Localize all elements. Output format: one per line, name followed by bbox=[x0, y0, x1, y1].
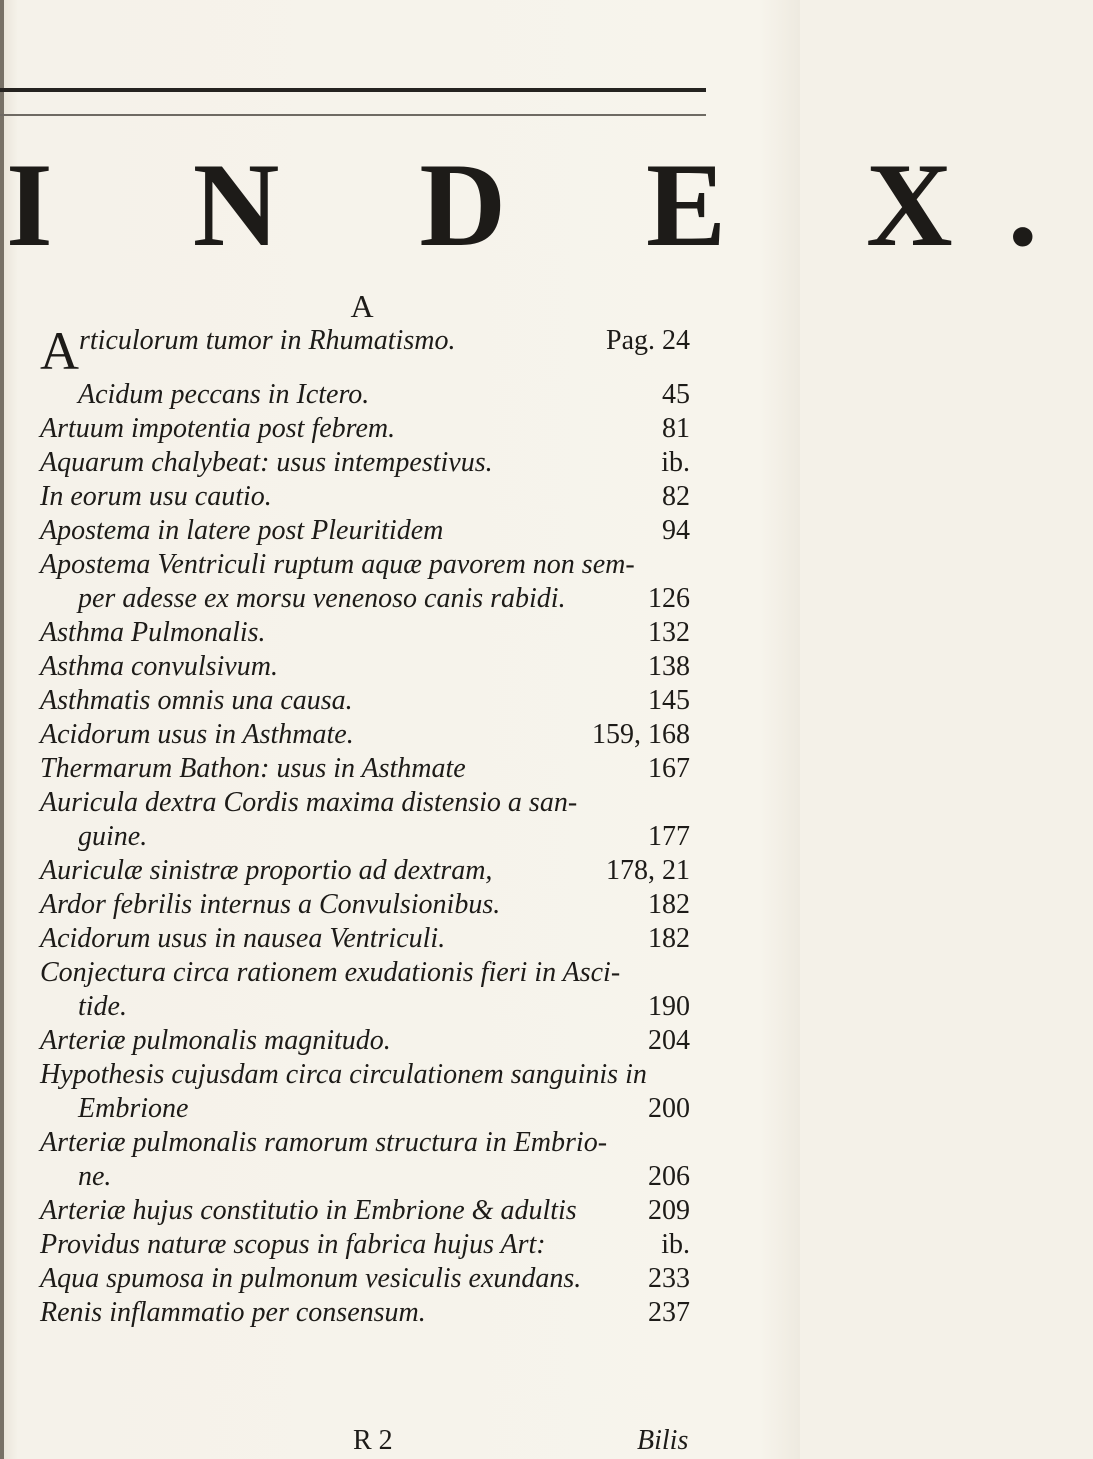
entry-page: 182 bbox=[648, 889, 690, 920]
index-entry bbox=[40, 412, 690, 446]
index-entry bbox=[40, 1296, 690, 1330]
entry-page: 190 bbox=[648, 991, 690, 1022]
entry-page: 178, 21 bbox=[606, 855, 690, 886]
index-entry bbox=[40, 956, 690, 1024]
entry-page: ib. bbox=[661, 1229, 690, 1260]
entry-page: 209 bbox=[648, 1195, 690, 1226]
entry-title: Asthma Pulmonalis. bbox=[40, 617, 266, 648]
index-entry bbox=[40, 922, 690, 956]
entry-title: Aquarum chalybeat: usus intempestivus. bbox=[40, 447, 493, 478]
entry-continuation: Embrione bbox=[78, 1093, 189, 1124]
entry-page: 81 bbox=[662, 413, 690, 444]
index-entry bbox=[40, 684, 690, 718]
entry-title: Articulorum tumor in Rhumatismo. bbox=[40, 321, 456, 381]
index-entry bbox=[40, 1126, 690, 1194]
index-entry bbox=[40, 650, 690, 684]
entry-page: 138 bbox=[648, 651, 690, 682]
entry-page: 182 bbox=[648, 923, 690, 954]
entry-page: 159, 168 bbox=[592, 719, 690, 750]
index-entry bbox=[40, 854, 690, 888]
index-entry bbox=[40, 616, 690, 650]
entry-page: 126 bbox=[648, 583, 690, 614]
entry-page: 167 bbox=[648, 753, 690, 784]
entry-continuation-row bbox=[40, 820, 690, 854]
entry-title: Conjectura circa rationem exudationis fieri in Asci- bbox=[40, 957, 621, 988]
entry-continuation-row bbox=[40, 1092, 690, 1126]
page-title: I N D E X. bbox=[6, 138, 1093, 271]
entry-title: Thermarum Bathon: usus in Asthmate bbox=[40, 753, 466, 784]
entry-page: 45 bbox=[662, 379, 690, 410]
entry-continuation: guine. bbox=[78, 821, 148, 852]
entry-title: Providus naturæ scopus in fabrica hujus Art: bbox=[40, 1229, 546, 1260]
entry-title: Asthma convulsivum. bbox=[40, 651, 278, 682]
entry-page: 233 bbox=[648, 1263, 690, 1294]
entry-title-row bbox=[40, 956, 690, 990]
entry-title-row bbox=[40, 786, 690, 820]
signature-mark: R 2 bbox=[353, 1425, 393, 1456]
entry-title: Auriculæ sinistræ proportio ad dextram, bbox=[40, 855, 493, 886]
entry-page: 206 bbox=[648, 1161, 690, 1192]
entry-title: Artuum impotentia post febrem. bbox=[40, 413, 396, 444]
entry-title-row bbox=[40, 548, 690, 582]
index-entry bbox=[40, 888, 690, 922]
entry-title-row bbox=[40, 1058, 690, 1092]
entry-page: 237 bbox=[648, 1297, 690, 1328]
entry-page: 177 bbox=[648, 821, 690, 852]
entry-page: ib. bbox=[661, 447, 690, 478]
index-entry bbox=[40, 321, 690, 381]
entry-title: Ardor febrilis internus a Convulsionibus. bbox=[40, 889, 501, 920]
section-letter: A bbox=[350, 288, 374, 324]
entry-title: Renis inflammatio per consensum. bbox=[40, 1297, 426, 1328]
entry-title: Acidorum usus in Asthmate. bbox=[40, 719, 354, 750]
entry-title: Hypothesis cujusdam circa circulationem sanguinis in bbox=[40, 1059, 647, 1090]
entry-continuation-row bbox=[40, 582, 690, 616]
entry-continuation-row bbox=[40, 1160, 690, 1194]
index-entry bbox=[40, 786, 690, 854]
index-entries bbox=[40, 321, 690, 1330]
index-entry bbox=[40, 1024, 690, 1058]
entry-page: 145 bbox=[648, 685, 690, 716]
entry-title: Asthmatis omnis una causa. bbox=[40, 685, 353, 716]
index-entry bbox=[40, 378, 690, 412]
top-rule bbox=[0, 88, 706, 92]
top-rule-secondary bbox=[0, 114, 706, 116]
index-entry bbox=[40, 718, 690, 752]
entry-page: 82 bbox=[662, 481, 690, 512]
entry-page: Pag. 24 bbox=[606, 325, 690, 356]
entry-title: Acidorum usus in nausea Ventriculi. bbox=[40, 923, 446, 954]
index-entry bbox=[40, 1058, 690, 1126]
entry-page: 200 bbox=[648, 1093, 690, 1124]
entry-title: Apostema Ventriculi ruptum aquæ pavorem non sem- bbox=[40, 549, 635, 580]
index-entry bbox=[40, 514, 690, 548]
entry-title: Arteriæ pulmonalis ramorum structura in Embrio- bbox=[40, 1127, 608, 1158]
entry-title: Acidum peccans in Ictero. bbox=[78, 379, 370, 410]
catchword: Bilis bbox=[637, 1425, 689, 1456]
index-entry bbox=[40, 752, 690, 786]
entry-page: 132 bbox=[648, 617, 690, 648]
entry-page: 94 bbox=[662, 515, 690, 546]
entry-continuation: ne. bbox=[78, 1161, 112, 1192]
entry-title: Arteriæ hujus constitutio in Embrione & adultis bbox=[40, 1195, 577, 1226]
entry-page: 204 bbox=[648, 1025, 690, 1056]
index-entry bbox=[40, 480, 690, 514]
entry-continuation: tide. bbox=[78, 991, 127, 1022]
entry-continuation: per adesse ex morsu venenoso canis rabidi. bbox=[78, 583, 566, 614]
index-entry bbox=[40, 1194, 690, 1228]
entry-title: Arteriæ pulmonalis magnitudo. bbox=[40, 1025, 391, 1056]
index-entry bbox=[40, 446, 690, 480]
entry-continuation-row bbox=[40, 990, 690, 1024]
index-entry bbox=[40, 1228, 690, 1262]
entry-title: Auricula dextra Cordis maxima distensio a san- bbox=[40, 787, 578, 818]
entry-title: Aqua spumosa in pulmonum vesiculis exundans. bbox=[40, 1263, 582, 1294]
entry-title-row bbox=[40, 1126, 690, 1160]
entry-title: In eorum usu cautio. bbox=[40, 481, 272, 512]
index-entry bbox=[40, 1262, 690, 1296]
entry-title: Apostema in latere post Pleuritidem bbox=[40, 515, 444, 546]
index-entry bbox=[40, 548, 690, 616]
